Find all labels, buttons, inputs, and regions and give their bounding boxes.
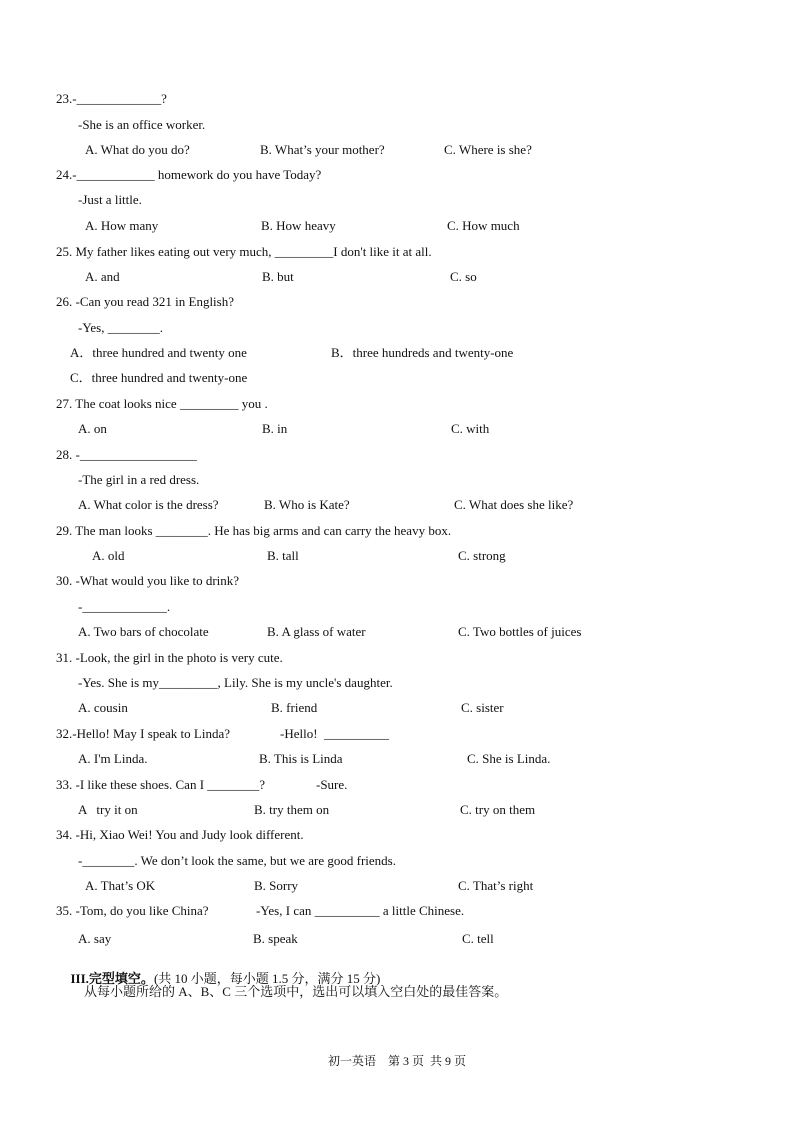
q32-stem: 32.-Hello! May I speak to Linda? [56,726,231,741]
section-note: (共 10 小题，每小题 1.5 分，满分 15 分) [153,971,381,986]
section-title: III.完型填空。 [70,971,154,986]
q35-option-c: C. tell [462,931,494,946]
q27-stem: 27. The coat looks nice _________ you . [56,396,268,411]
q32-option-a: A. I'm Linda. [78,751,148,766]
page-footer: 初一英语 第 3 页 共 9 页 [327,1054,466,1068]
q32-option-b: B. This is Linda [259,751,343,766]
q32-reply-inline: -Hello! __________ [280,726,390,741]
q26-reply: -Yes, ________. [78,320,163,335]
q29-option-a: A. old [92,548,125,563]
q23-reply: -She is an office worker. [78,117,206,132]
q26-option-c: C．three hundred and twenty-one [70,370,248,385]
q34-option-c: C. That’s right [458,878,534,893]
section-heading [64,955,380,987]
q31-stem: 31. -Look, the girl in the photo is very cute. [56,650,283,665]
q28-reply: -The girl in a red dress. [78,472,200,487]
q28-option-b: B. Who is Kate? [264,497,350,512]
q23-option-b: B. What’s your mother? [260,142,385,157]
q35-option-a: A. say [78,931,112,946]
q30-option-c: C. Two bottles of juices [458,624,582,639]
q25-option-a: A. and [85,269,120,284]
q34-stem: 34. -Hi, Xiao Wei! You and Judy look different. [56,827,304,842]
q28-option-a: A. What color is the dress? [78,497,219,512]
q34-option-b: B. Sorry [254,878,299,893]
q27-option-c: C. with [451,421,490,436]
q23-option-c: C. Where is she? [444,142,532,157]
q29-stem: 29. The man looks ________. He has big arms and can carry the heavy box. [56,523,452,538]
q23-option-a: A. What do you do? [85,142,190,157]
q34-reply: -________. We don’t look the same, but we are good friends. [78,853,396,868]
q34-option-a: A. That’s OK [85,878,156,893]
q35-stem: 35. -Tom, do you like China? [56,903,209,918]
q35-reply-inline: -Yes, I can __________ a little Chinese. [256,903,465,918]
q28-option-c: C. What does she like? [454,497,574,512]
q30-reply: -_____________. [78,599,171,614]
q31-option-b: B. friend [271,700,318,715]
q30-option-a: A. Two bars of chocolate [78,624,209,639]
q25-option-c: C. so [450,269,477,284]
q30-option-b: B. A glass of water [267,624,366,639]
q24-option-a: A. How many [85,218,159,233]
section-instruction: 从每小题所给的 A、B、C 三个选项中，选出可以填入空白处的最佳答案。 [84,984,508,999]
q33-reply-inline: -Sure. [316,777,348,792]
q28-stem: 28. -__________________ [56,447,197,462]
q33-option-b: B. try them on [254,802,330,817]
q32-option-c: C. She is Linda. [467,751,551,766]
q26-option-a: A．three hundred and twenty one [70,345,247,360]
q26-option-b: B．three hundreds and twenty-one [331,345,514,360]
q31-option-c: C. sister [461,700,504,715]
q26-stem: 26. -Can you read 321 in English? [56,294,234,309]
q25-stem: 25. My father likes eating out very much, _________I don't like it at all. [56,244,432,259]
q30-stem: 30. -What would you like to drink? [56,573,240,588]
q31-option-a: A. cousin [78,700,128,715]
q24-option-b: B. How heavy [261,218,336,233]
q33-stem: 33. -I like these shoes. Can I ________? [56,777,266,792]
q27-option-a: A. on [78,421,107,436]
q33-option-a: A try it on [78,802,138,817]
q24-reply: -Just a little. [78,192,142,207]
q35-option-b: B. speak [253,931,298,946]
q29-option-c: C. strong [458,548,506,563]
q24-option-c: C. How much [447,218,520,233]
q24-stem: 24.-____________ homework do you have Today? [56,167,322,182]
q27-option-b: B. in [262,421,288,436]
q25-option-b: B. but [262,269,294,284]
q33-option-c: C. try on them [460,802,536,817]
q29-option-b: B. tall [267,548,299,563]
q31-reply: -Yes. She is my_________, Lily. She is my uncle's daughter. [78,675,393,690]
q23-stem: 23.-_____________? [56,91,167,106]
